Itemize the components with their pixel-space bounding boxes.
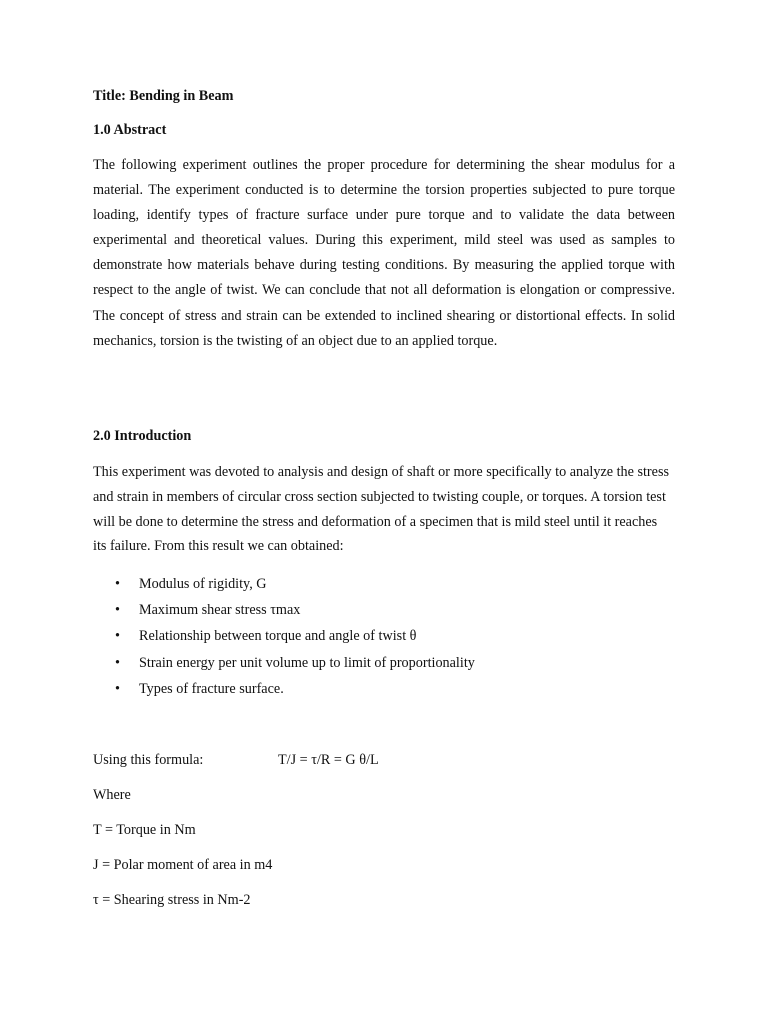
abstract-paragraph: The following experiment outlines the proper procedure for determining the shear modulus for a material. The experiment conducted is to determine the torsion properties subjected to pure torque loading, identify types of fracture surface under pure torque and to validate the data between experimental and theoretical values. During this experiment, mild steel was used as samples to demonstrate how materials behave during testing conditions. By measuring the applied torque with respect to the angle of twist. We can conclude that not all deformation is elongation or compressive. The concept of stress and strain can be extended to inclined shearing or distortional effects. In solid mechanics, torsion is the twisting of an object due to an applied torque.	[93, 157, 675, 349]
list-item-text: Strain energy per unit volume up to limit of proportionality	[139, 654, 475, 671]
result-list	[93, 572, 475, 703]
introduction-paragraph: This experiment was devoted to analysis and design of shaft or more specifically to analyze the stress and strain in members of circular cross section subjected to twisting couple, or torques. A torsion test will be done to determine the stress and deformation of a specimen that is mild steel until it reaches its failure. From this result we can obtained:	[93, 464, 669, 555]
bullet-icon: •	[115, 602, 120, 619]
formula-label: Using this formula:	[93, 752, 204, 768]
list-item	[93, 677, 475, 703]
abstract-heading: 1.0 Abstract	[93, 122, 167, 138]
definition-polar-moment: J = Polar moment of area in m4	[93, 857, 273, 873]
introduction-heading: 2.0 Introduction	[93, 428, 192, 444]
list-item-text: Relationship between torque and angle of twist θ	[139, 628, 417, 645]
list-item-text: Modulus of rigidity, G	[139, 576, 267, 592]
document-title: Title: Bending in Beam	[93, 88, 234, 104]
bullet-icon: •	[115, 680, 120, 697]
where-label: Where	[93, 787, 131, 803]
definition-shear-stress: τ = Shearing stress in Nm-2	[93, 892, 251, 908]
list-item	[93, 651, 475, 677]
bullet-icon: •	[115, 576, 120, 592]
list-item-text: Maximum shear stress τmax	[139, 602, 301, 619]
formula-expression: T/J = τ/R = G θ/L	[278, 752, 379, 768]
bullet-icon: •	[115, 628, 120, 645]
definition-torque: T = Torque in Nm	[93, 822, 196, 838]
bullet-icon: •	[115, 654, 120, 671]
list-item	[93, 598, 475, 624]
list-item-text: Types of fracture surface.	[139, 680, 284, 697]
list-item	[93, 624, 475, 650]
list-item	[93, 572, 475, 598]
